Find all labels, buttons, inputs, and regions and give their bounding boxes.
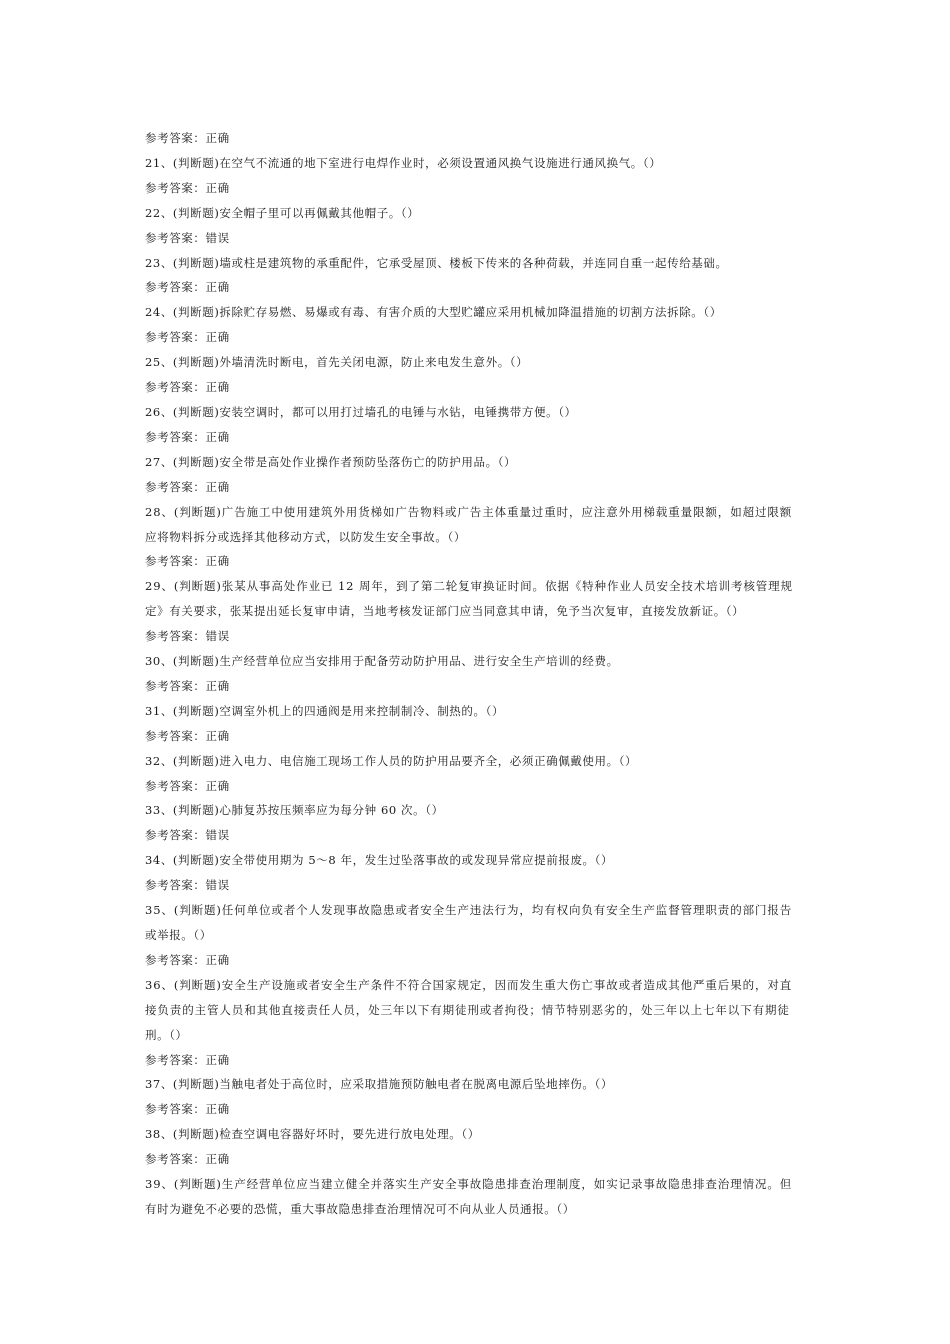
answer-line: 参考答案：正确 [145,678,230,693]
question-text-line: 35、(判断题)任何单位或者个人发现事故隐患或者安全生产违法行为，均有权向负有安全生产监督管理职责的部门报告 [145,903,793,918]
question-item [145,1122,808,1147]
question-item [145,848,808,873]
answer-line: 参考答案：正确 [145,1152,230,1167]
answer-line: 参考答案：正确 [145,380,230,395]
answer-line: 参考答案：错误 [145,230,230,245]
question-text-line: 38、(判断题)检查空调电容器好坏时，要先进行放电处理。（） [145,1127,480,1142]
question-item [145,251,808,276]
answer-line: 参考答案：正确 [145,1052,230,1067]
question-item [145,1172,808,1222]
answer-line: 参考答案：正确 [145,778,230,793]
question-text-line: 32、(判断题)进入电力、电信施工现场工作人员的防护用品要齐全，必须正确佩戴使用。（） [145,753,638,768]
question-text-line: 22、(判断题)安全帽子里可以再佩戴其他帽子。（） [145,205,420,220]
question-text-line: 接负责的主管人员和其他直接责任人员，处三年以下有期徒刑或者拘役；情节特别恶劣的，处三年以上七年以下有期徒 [145,1002,790,1017]
question-text-line: 39、(判断题)生产经营单位应当建立健全并落实生产安全事故隐患排查治理制度，如实记录事故隐患排查治理情况。但 [145,1177,793,1192]
question-item [145,450,808,475]
question-item [145,300,808,325]
question-item [145,400,808,425]
question-item [145,574,808,624]
question-text-line: 27、(判断题)安全带是高处作业操作者预防坠落伤亡的防护用品。（） [145,454,517,469]
answer-line: 参考答案：错误 [145,629,230,644]
answer-line: 参考答案：正确 [145,330,230,345]
answer-line: 参考答案：正确 [145,728,230,743]
question-text-line: 24、(判断题)拆除贮存易燃、易爆或有毒、有害介质的大型贮罐应采用机械加降温措施的切割方法拆除。（） [145,305,722,320]
question-text-line: 33、(判断题)心肺复苏按压频率应为每分钟 60 次。（） [145,803,444,818]
answer-line: 参考答案：错误 [145,878,230,893]
question-text-line: 有时为避免不必要的恐慌，重大事故隐患排查治理情况可不向从业人员通报。（） [145,1201,575,1216]
question-item [145,350,808,375]
answer-line: 参考答案：正确 [145,280,230,295]
question-item [145,898,808,948]
answer-line: 参考答案：正确 [145,180,230,195]
answer-line: 参考答案：错误 [145,828,230,843]
answer-line: 参考答案：正确 [145,131,230,145]
question-text-line: 28、(判断题)广告施工中使用建筑外用货梯如广告物料或广告主体重量过重时，应注意外用梯载重量限额，如超过限额 [145,504,793,519]
question-item [145,151,808,176]
question-text-line: 应将物料拆分或选择其他移动方式，以防发生安全事故。（） [145,529,466,544]
question-text-line: 定》有关要求，张某提出延长复审申请，当地考核发证部门应当同意其申请，免予当次复审，直接发放新证。（） [145,604,745,619]
question-text-line: 31、(判断题)空调室外机上的四通阀是用来控制制冷、制热的。（） [145,703,505,718]
question-text-line: 30、(判断题)生产经营单位应当安排用于配备劳动防护用品、进行安全生产培训的经费。 [145,654,619,669]
question-item [145,973,808,1048]
question-text-line: 刑。（） [145,1027,188,1042]
question-text-line: 36、(判断题)安全生产设施或者安全生产条件不符合国家规定，因而发生重大伤亡事故或者造成其他严重后果的，对直 [145,977,793,992]
question-text-line: 26、(判断题)安装空调时，都可以用打过墙孔的电锤与水钻，电锤携带方便。（） [145,404,577,419]
question-item [145,699,808,724]
question-item [145,798,808,823]
question-item [145,649,808,674]
answer-line: 参考答案：正确 [145,429,230,444]
question-text-line: 21、(判断题)在空气不流通的地下室进行电焊作业时，必须设置通风换气设施进行通风换气。（） [145,155,662,170]
question-item [145,749,808,774]
question-text-line: 37、(判断题)当触电者处于高位时，应采取措施预防触电者在脱离电源后坠地摔伤。（） [145,1077,613,1092]
question-text-line: 或举报。（） [145,928,212,942]
question-item [145,201,808,226]
answer-line: 参考答案：正确 [145,1102,230,1117]
answer-line: 参考答案：正确 [145,952,230,967]
answer-line: 参考答案：正确 [145,554,230,569]
question-list [145,126,808,1222]
question-item [145,1072,808,1097]
question-text-line: 29、(判断题)张某从事高处作业已 12 周年，到了第二轮复审换证时间。依据《特种作业人员安全技术培训考核管理规 [145,579,793,594]
question-item [145,500,808,550]
question-text-line: 25、(判断题)外墙清洗时断电，首先关闭电源，防止来电发生意外。（） [145,355,529,370]
question-text-line: 34、(判断题)安全带使用期为 5～8 年，发生过坠落事故的或发现异常应提前报废。（） [145,853,614,868]
question-text-line: 23、(判断题)墙或柱是建筑物的承重配件，它承受屋顶、楼板下传来的各种荷载，并连同自重一起传给基础。 [145,255,728,270]
answer-line: 参考答案：正确 [145,479,230,494]
